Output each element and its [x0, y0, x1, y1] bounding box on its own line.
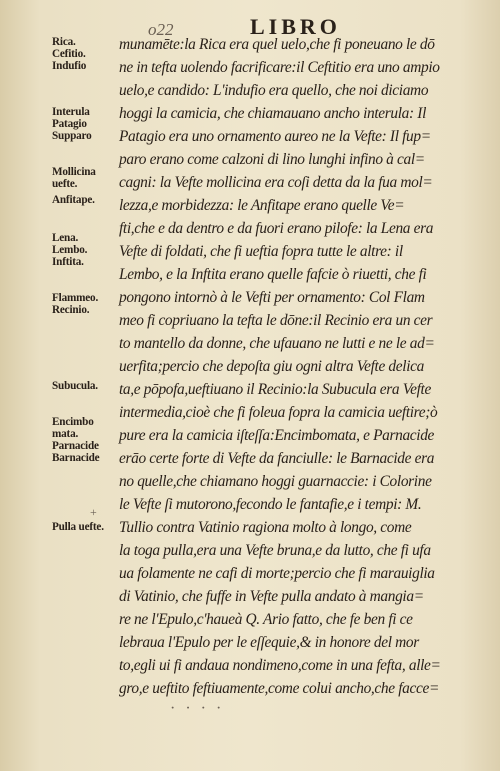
- text-line: ta,e pōpofa,ueftiuano il Recinio:la Subucula era Vefte: [119, 381, 431, 398]
- text-line: di Vatinio, che fuffe in Vefte pulla andato à mangia=: [119, 588, 424, 605]
- text-line: re ne l'Epulo,c'haueà Q. Ario fatto, che fe ben fi ce: [119, 611, 413, 628]
- margin-note-line: Encimbo: [52, 416, 94, 428]
- text-line: cagni: la Vefte mollicina era coſi detta da la fua mol=: [119, 174, 433, 191]
- text-line: ne in tefta uolendo facrificare:il Ceftitio era uno ampio: [119, 59, 440, 76]
- margin-note-line: Pulla uefte.: [52, 521, 104, 533]
- margin-note-line: Flammeo.: [52, 292, 99, 304]
- text-line: intermedia,cioè che fi foleua fopra la camicia ueftire;ò: [119, 404, 438, 421]
- text-line: Tullio contra Vatinio ragiona molto à longo, come: [119, 519, 412, 536]
- text-line: paro erano come calzoni di lino lunghi infino à cal=: [119, 151, 425, 168]
- signature-mark: · · · ·: [170, 700, 225, 717]
- margin-note-line: Recinio.: [52, 304, 90, 316]
- text-line: Lembo, e la Inftita erano quelle fafcie ò riuetti, che fi: [119, 266, 427, 283]
- text-line: Patagio era uno ornamento aureo ne la Vefte: Il fup=: [119, 128, 431, 145]
- text-line: hoggi la camicia, che chiamauano ancho interula: Il: [119, 105, 426, 122]
- margin-note-line: Cefitio.: [52, 48, 86, 60]
- margin-note-line: Rica.: [52, 36, 76, 48]
- margin-note-line: mata.: [52, 428, 79, 440]
- text-line: uelo,e candido: L'indufio era quello, che noi diciamo: [119, 82, 429, 99]
- page-number: o22: [148, 20, 174, 39]
- margin-note-line: Indufio: [52, 60, 87, 72]
- margin-note-line: Anfitape.: [52, 194, 95, 206]
- margin-ornament: +: [90, 505, 97, 519]
- text-line: lezza,e morbidezza: le Anfitape erano quelle Ve=: [119, 197, 405, 214]
- text-line: erāo certe forte di Vefte da fanciulle: le Barnacide era: [119, 450, 435, 467]
- margin-note-line: Interula: [52, 106, 90, 118]
- text-line: ua folamente ne cafi di morte;percio che fi marauiglia: [119, 565, 435, 582]
- text-line: Vefte di foldati, che fi ueftia fopra tutte le altre: il: [119, 243, 403, 260]
- text-line: gro,e ueftito feftiuamente,come colui ancho,che facce=: [119, 680, 439, 697]
- margin-note-line: Parnacide: [52, 440, 99, 452]
- text-line: le Vefte ſi mutorono,fecondo le fantafie,e i tempi: M.: [119, 496, 422, 513]
- margin-note-line: Lembo.: [52, 244, 88, 256]
- margin-note-line: uefte.: [52, 178, 78, 190]
- text-line: no quelle,che chiamano hoggi guarnaccie: i Colorine: [119, 473, 432, 490]
- text-line: munamēte:la Rica era quel uelo,che fi poneuano le dō: [119, 36, 435, 53]
- margin-note-line: Subucula.: [52, 380, 98, 392]
- margin-note-line: Supparo: [52, 130, 92, 142]
- margin-note-line: Lena.: [52, 232, 79, 244]
- page-header: [0, 10, 500, 38]
- margin-note-line: Barnacide: [52, 452, 100, 464]
- text-line: pure era la camicia iſteſſa:Encimbomata, e Parnacide: [119, 427, 435, 444]
- running-head: LIBRO: [250, 14, 341, 39]
- text-line: meo fi copriuano la tefta le dōne:il Recinio era un cer: [119, 312, 433, 329]
- text-line: to mantello da donne, che ufauano ne lutti e ne le ad=: [119, 335, 435, 352]
- margin-note-line: Mollicina: [52, 166, 96, 178]
- text-line: pongono intornò à le Vefti per ornamento: Col Flam: [119, 289, 425, 306]
- text-line: uerfita;percio che depoſta giu ogni altra Vefte delica: [119, 358, 424, 375]
- text-line: to,egli ui fi andaua nondimeno,come in una fefta, alle=: [119, 657, 441, 674]
- text-line: lebraua l'Epulo per le eſſequie,& in honore del mor: [119, 634, 419, 651]
- margin-note-line: Patagio: [52, 118, 87, 130]
- text-line: la toga pulla,era una Vefte bruna,e da lutto, che fi ufa: [119, 542, 431, 559]
- text-line: fti,che e da dentro e da fuori erano pilofe: la Lena era: [119, 220, 434, 237]
- margin-note-line: Inftita.: [52, 256, 84, 268]
